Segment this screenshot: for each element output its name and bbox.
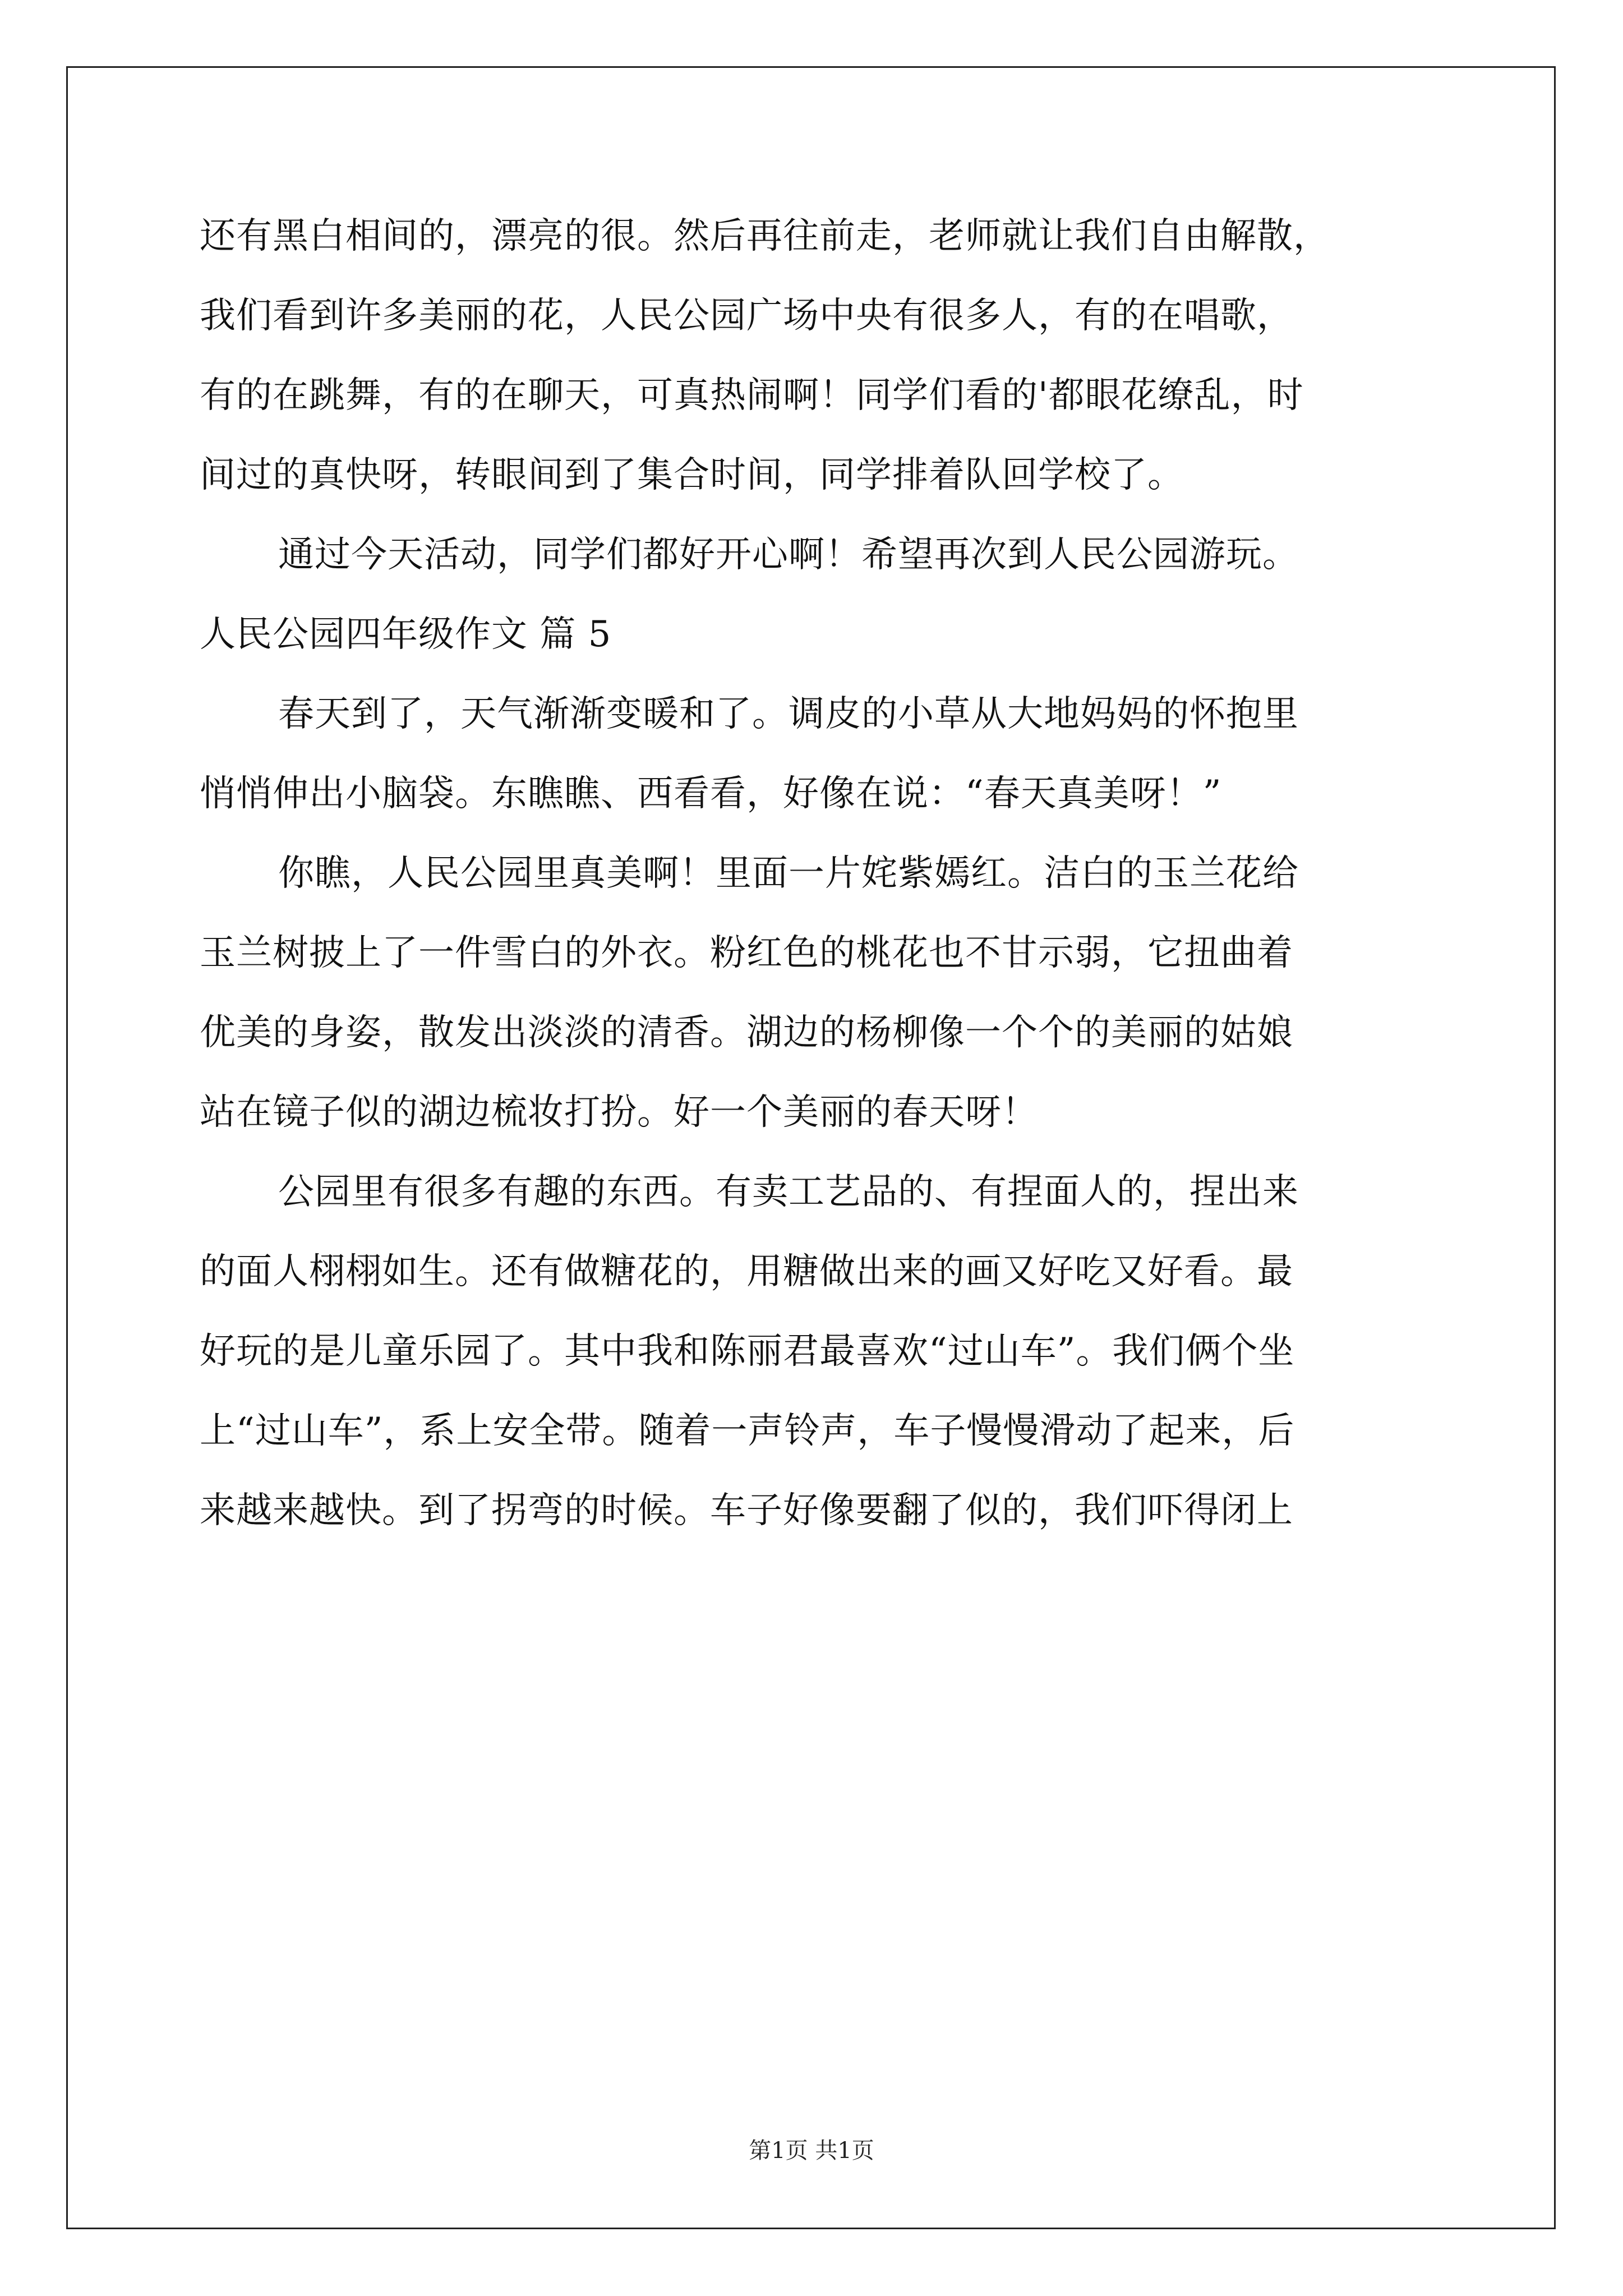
- text-line: 我们看到许多美丽的花，人民公园广场中央有很多人，有的在唱歌，: [200, 295, 1293, 337]
- paragraph-line: 春天到了，天气渐渐变暖和了。调皮的小草从大地妈妈的怀抱里: [278, 693, 1299, 735]
- text-line: 站在镜子似的湖边梳妆打扮。好一个美丽的春天呀！: [200, 1092, 1038, 1133]
- text-line: 还有黑白相间的，漂亮的很。然后再往前走，老师就让我们自由解散，: [200, 215, 1330, 257]
- section-heading: 人民公园四年级作文 篇 5: [200, 614, 612, 655]
- paragraph-line: 你瞧，人民公园里真美啊！里面一片姹紫嫣红。洁白的玉兰花给: [278, 853, 1299, 894]
- text-line: 的面人栩栩如生。还有做糖花的，用糖做出来的画又好吃又好看。最: [200, 1251, 1293, 1292]
- text-line: 来越来越快。到了拐弯的时候。车子好像要翻了似的，我们吓得闭上: [200, 1490, 1293, 1531]
- text-line: 间过的真快呀，转眼间到了集合时间，同学排着队回学校了。: [200, 454, 1184, 496]
- document-body: [200, 196, 1422, 1550]
- text-line: 悄悄伸出小脑袋。东瞧瞧、西看看，好像在说：“春天真美呀！”: [200, 773, 1222, 815]
- text-line: 玉兰树披上了一件雪白的外衣。粉红色的桃花也不甘示弱，它扭曲着: [200, 932, 1293, 974]
- paragraph-line: 通过今天活动，同学们都好开心啊！希望再次到人民公园游玩。: [278, 534, 1299, 576]
- paragraph-line: 公园里有很多有趣的东西。有卖工艺品的、有捏面人的，捏出来: [278, 1171, 1299, 1213]
- text-line: 上“过山车”，系上安全带。随着一声铃声，车子慢慢滑动了起来，后: [200, 1410, 1295, 1452]
- text-line: 优美的身姿，散发出淡淡的清香。湖边的杨柳像一个个的美丽的姑娘: [200, 1012, 1293, 1053]
- text-line: 有的在跳舞，有的在聊天，可真热闹啊！同学们看的'都眼花缭乱，时: [200, 375, 1304, 416]
- page-footer: 第1页 共1页: [749, 2138, 874, 2164]
- text-line: 好玩的是儿童乐园了。其中我和陈丽君最喜欢“过山车”。我们俩个坐: [200, 1331, 1295, 1372]
